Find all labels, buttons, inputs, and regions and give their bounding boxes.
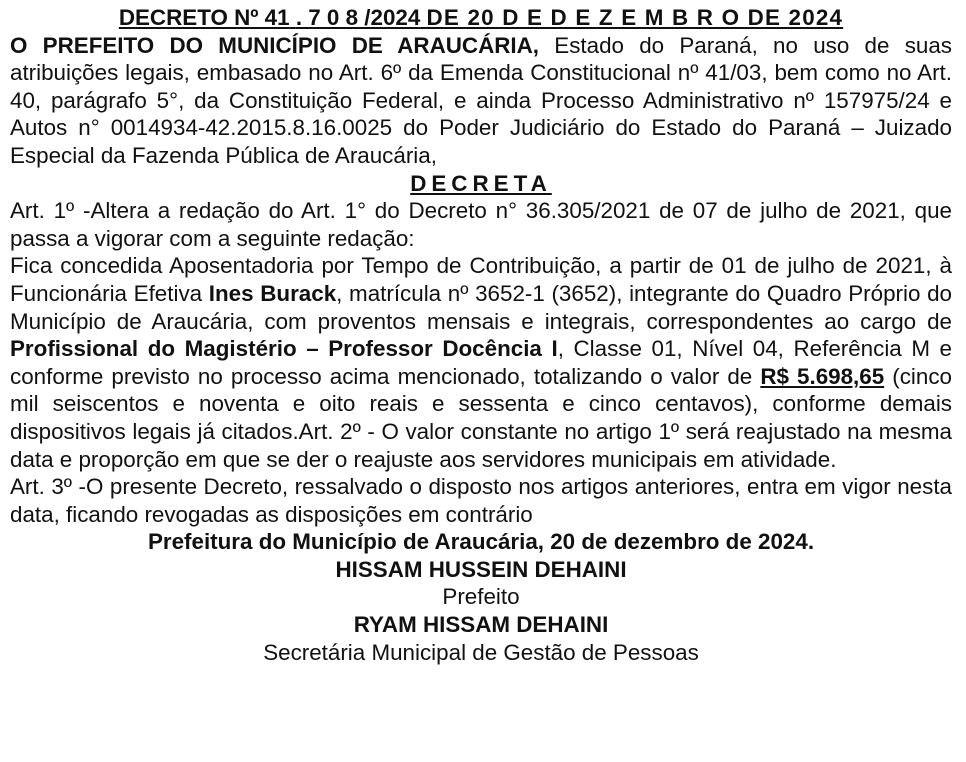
decreta-heading: DECRETA (410, 170, 552, 196)
decree-title (10, 4, 952, 32)
preamble-authority: O PREFEITO DO MUNICÍPIO DE ARAUCÁRIA, (10, 32, 540, 58)
body-part-2: , matrícula nº 3652-1 (3652), integrante do Quadro Próprio do Município de Araucária, com proventos mensais e integrais, correspondentes ao cargo de (10, 280, 952, 334)
signer-1-name: HISSAM HUSSEIN DEHAINI (335, 556, 627, 582)
decree-title-date: DE 20 D E D E Z E M B R O DE 2024 (426, 5, 844, 30)
body-part-1: Fica concedida Aposentadoria por Tempo de Contribuição, a partir de 01 de julho de 2021, à Funcionária Efetiva (10, 253, 952, 306)
closing-place-date: Prefeitura do Município de Araucária, 20 de dezembro de 2024. (147, 529, 815, 555)
signer-2-role: Secretária Municipal de Gestão de Pessoas (263, 639, 699, 665)
pension-amount: R$ 5.698,65 (760, 363, 885, 389)
decree-title-number: . 7 0 8 /2024 (295, 5, 421, 30)
decree-title-prefix: DECRETO Nº 41 (118, 5, 290, 30)
body-part-3: , Classe 01, Nível 04, Referência M e conforme previsto no processo acima mencionado, totalizando o valor de (10, 336, 953, 389)
preamble (10, 32, 952, 170)
signer-1-role: Prefeito (442, 584, 520, 610)
article-3: Art. 3º -O presente Decreto, ressalvado o disposto nos artigos anteriores, entra em vigor nesta data, ficando revogadas as disposições em contrário (10, 474, 952, 527)
preamble-text: Estado do Paraná, no uso de suas atribuições legais, embasado no Art. 6º da Emenda Constitucional nº 41/03, bem como no Art. 40, parágrafo 5°, da Constituição Federal, e ainda Processo Administrativo nº 157975/24 e Autos n° 0014934-42.2015.8.16.0025 do Poder Judiciário do Estado do Paraná – Juizado Especial da Fazenda Pública de Araucária, (10, 32, 952, 168)
decree-body (10, 252, 952, 473)
employee-name: Ines Burack (208, 280, 337, 306)
decree-document (10, 4, 952, 666)
body-part-4: (cinco mil seiscentos e noventa e oito reais e sessenta e cinco centavos), conforme demais dispositivos legais já citados.Art. 2º - O valor constante no artigo 1º será reajustado na mesma data e proporção em que se der o reajuste aos servidores municipais em atividade. (10, 363, 952, 472)
article-1: Art. 1º -Altera a redação do Art. 1° do Decreto n° 36.305/2021 de 07 de julho de 2021, que passa a vigorar com a seguinte redação: (10, 198, 952, 251)
signer-2-name: RYAM HISSAM DEHAINI (353, 612, 609, 638)
position-title: Profissional do Magistério – Professor Docência I (10, 336, 558, 362)
